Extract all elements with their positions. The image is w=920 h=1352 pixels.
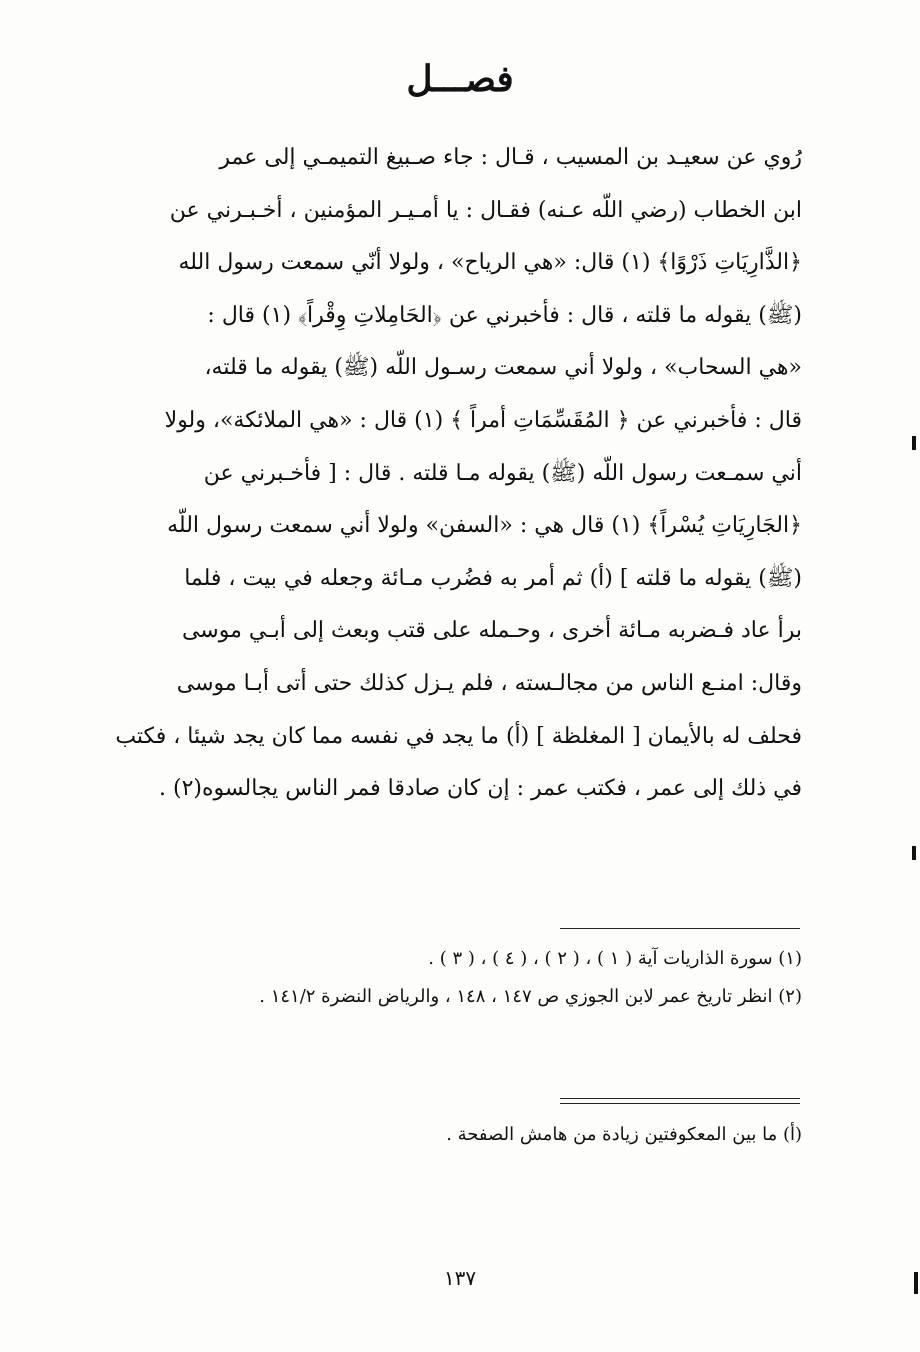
page-number: ١٣٧ (443, 1266, 477, 1290)
text-line: وقال: امنـع الناس من مجالـسته ، فلم يـزل كذلك حتى أتى أبـا موسى (176, 670, 802, 696)
scan-edge-mark (912, 846, 916, 860)
text-line: ابن الخطاب (رضي اللّه عـنه) فقـال : يا أمـيـر المؤمنين ، أخـبـرني عن (169, 197, 802, 223)
scan-edge-mark (914, 1272, 918, 1294)
editor-note: (أ) ما بين المعكوفتين زيادة من هامش الصفحة . (446, 1124, 802, 1145)
text-line: أني سمـعت رسول اللّه (ﷺ) يقوله مـا قلته . قال : [ فأخـبرني عن (203, 460, 802, 486)
scan-edge-mark (912, 436, 916, 450)
text-line: ﴿الجَارِيَاتِ يُسْراً﴾ (١) قال هي : «السفن» ولولا أني سمعت رسول اللّه (167, 513, 802, 539)
text-line: برأ عاد فـضربه مـائة أخرى ، وحـمله على قتب وبعث إلى أبـي موسى (181, 618, 802, 644)
text-line: قال : فأخبرني عن ﴿ المُقَسِّمَاتِ أمراً ﴾ (١) قال : «هي الملائكة»، ولولا (164, 407, 802, 433)
footnote-1: (١) سورة الذاريات آية ( ١ ) ، ( ٢ ) ، ( ٤ ) ، ( ٣ ) . (428, 948, 802, 969)
text-line: رُوي عن سعيـد بن المسيب ، قـال : جاء صـبيغ التميمـي إلى عمر (219, 145, 802, 170)
section-title: فصـــل (406, 58, 514, 100)
text-line: (ﷺ) يقوله ما قلته ، قال : فأخبرني عن ﴿الحَامِلاتِ وِقْراً﴾ (١) قال : (207, 302, 802, 328)
body-text (92, 132, 802, 816)
text-line: ﴿الذَّارِيَاتِ ذَرْوًا﴾ (١) قال: «هي الرياح» ، ولولا أنّي سمعت رسول الله (178, 250, 802, 276)
footnote-separator (560, 928, 800, 929)
footnote-2: (٢) انظر تاريخ عمر لابن الجوزي ص ١٤٧ ، ١٤٨ ، والرياض النضرة ١٤١/٢ . (259, 986, 802, 1007)
text-line: (ﷺ) يقوله ما قلته ] (أ) ثم أمر به فضُرب مـائة وجعله في بيت ، فلما (184, 565, 802, 591)
text-line: «هي السحاب» ، ولولا أني سمعت رسـول اللّه (ﷺ) يقوله ما قلته، (204, 355, 802, 381)
text-line: فحلف له بالأيمان [ المغلظة ] (أ) ما يجد في نفسه مما كان يجد شيئا ، فكتب (115, 723, 802, 749)
text-line: في ذلك إلى عمر ، فكتب عمر : إن كان صادقا فمر الناس يجالسوه(٢) . (159, 776, 802, 802)
editor-note-separator (560, 1098, 800, 1104)
